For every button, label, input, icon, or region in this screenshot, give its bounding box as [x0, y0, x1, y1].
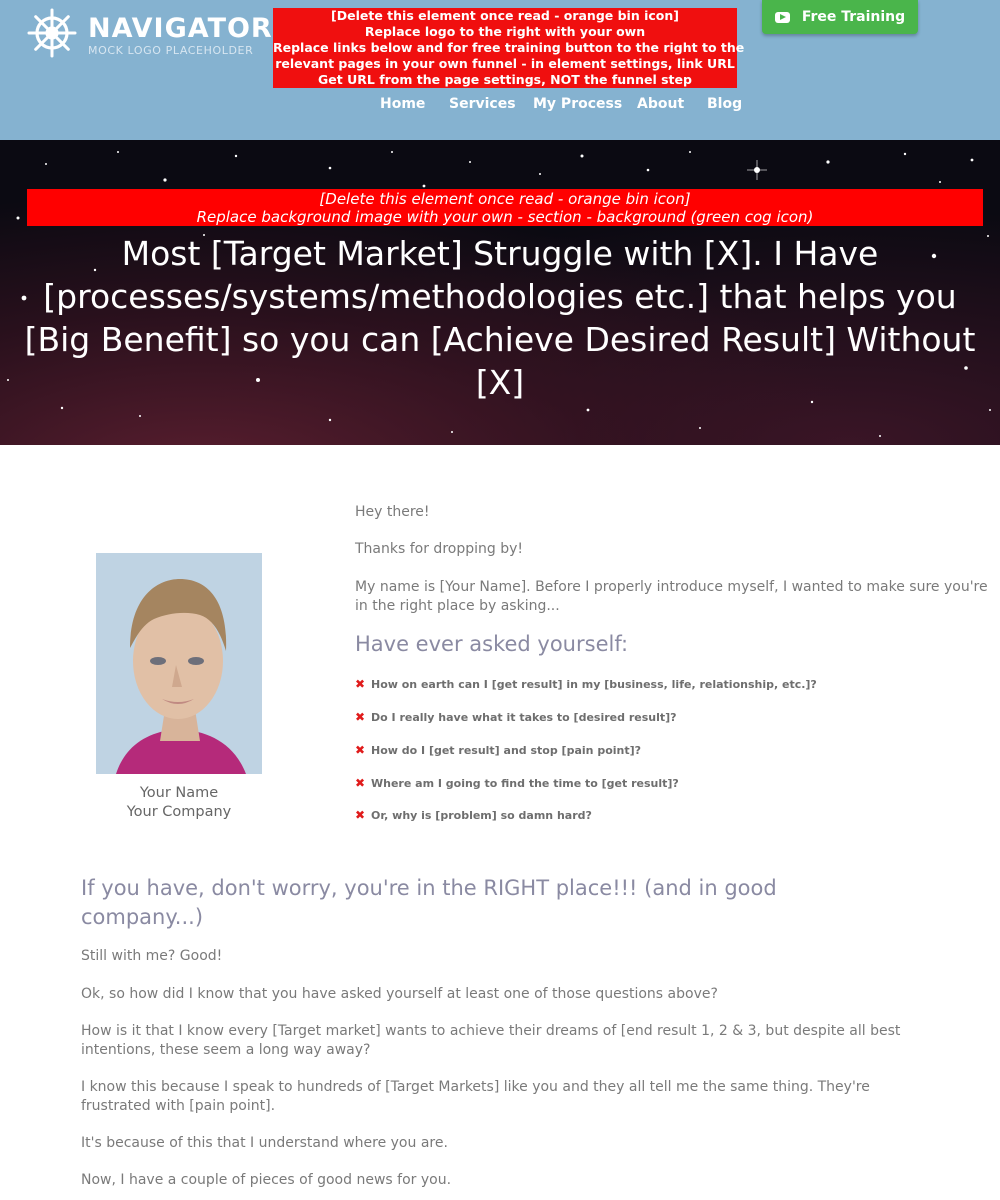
story-paragraph: It's because of this that I understand where you are. [81, 1135, 448, 1151]
profile-photo [96, 553, 262, 774]
notice-line: [Delete this element once read - orange bin icon] [319, 190, 691, 208]
notice-line: Get URL from the page settings, NOT the funnel step [318, 72, 692, 87]
story-paragraph: How is it that I know every [Target market] wants to achieve their dreams of [end result 1, 2 & 3, but despite all best intentions, these seem a long way away? [81, 1023, 901, 1058]
list-item [355, 743, 641, 757]
free-training-label: Free Training [801, 9, 906, 25]
hero-section [0, 140, 1000, 445]
profile-caption [96, 784, 262, 822]
story-paragraph: Still with me? Good! [81, 948, 223, 964]
notice-line: Replace links below and for free training button to the right to the [273, 40, 745, 55]
nav-about[interactable]: About [637, 96, 685, 112]
list-item [355, 677, 817, 691]
red-x-icon: ✖ [355, 743, 366, 757]
profile-name: Your Name [139, 785, 219, 801]
editor-notice [273, 8, 745, 88]
question-text: How do I [get result] and stop [pain point]? [371, 744, 642, 757]
introduction-text: My name is [Your Name]. Before I properly introduce myself, I wanted to make sure you're in the right place by asking... [355, 579, 988, 614]
profile-company: Your Company [126, 804, 232, 820]
red-x-icon: ✖ [355, 710, 366, 724]
site-header [0, 0, 1000, 140]
list-item [355, 710, 677, 724]
question-text: How on earth can I [get result] in my [business, life, relationship, etc.]? [371, 678, 817, 691]
questions-heading: Have ever asked yourself: [355, 632, 629, 656]
notice-line: [Delete this element once read - orange bin icon] [331, 8, 679, 23]
notice-line: relevant pages in your own funnel - in element settings, link URL [275, 56, 735, 71]
question-text: Do I really have what it takes to [desired result]? [371, 711, 677, 724]
story-paragraph: Now, I have a couple of pieces of good news for you. [81, 1172, 452, 1188]
question-text: Where am I going to find the time to [get result]? [371, 777, 679, 790]
hero-headline: Most [Target Market] Struggle with [X]. I Have [processes/systems/methodologies etc.] that helps you [Big Benefit] so you can [Achieve Desired Result] Without [X] [24, 234, 976, 402]
thanks-text: Thanks for dropping by! [355, 541, 523, 557]
nav-home[interactable]: Home [380, 96, 426, 112]
question-text: Or, why is [problem] so damn hard? [371, 809, 592, 822]
hero-editor-notice [27, 189, 983, 226]
logo-subtitle: MOCK LOGO PLACEHOLDER [88, 44, 254, 57]
list-item [355, 808, 592, 822]
story-paragraph: Ok, so how did I know that you have asked yourself at least one of those questions above? [81, 986, 718, 1002]
red-x-icon: ✖ [355, 808, 366, 822]
nav-my-process[interactable]: My Process [533, 96, 623, 112]
portrait-image [96, 553, 262, 774]
story-heading: If you have, don't worry, you're in the RIGHT place!!! (and in good company...) [81, 876, 777, 929]
logo-title: NAVIGATOR [88, 13, 273, 44]
free-training-button[interactable] [762, 0, 918, 34]
nav-blog[interactable]: Blog [707, 96, 743, 112]
red-x-icon: ✖ [355, 776, 366, 790]
notice-line: Replace logo to the right with your own [364, 24, 646, 39]
ship-wheel-icon [26, 8, 78, 58]
greeting-text: Hey there! [355, 504, 430, 520]
story-paragraph: I know this because I speak to hundreds of [Target Markets] like you and they all tell me the same thing. They're frustrated with [pain point]. [81, 1079, 870, 1114]
list-item [355, 776, 679, 790]
logo[interactable] [26, 8, 273, 58]
nav-services[interactable]: Services [449, 96, 516, 112]
youtube-play-icon [775, 12, 790, 23]
red-x-icon: ✖ [355, 677, 366, 691]
notice-line: Replace background image with your own - section - background (green cog icon) [196, 208, 814, 226]
